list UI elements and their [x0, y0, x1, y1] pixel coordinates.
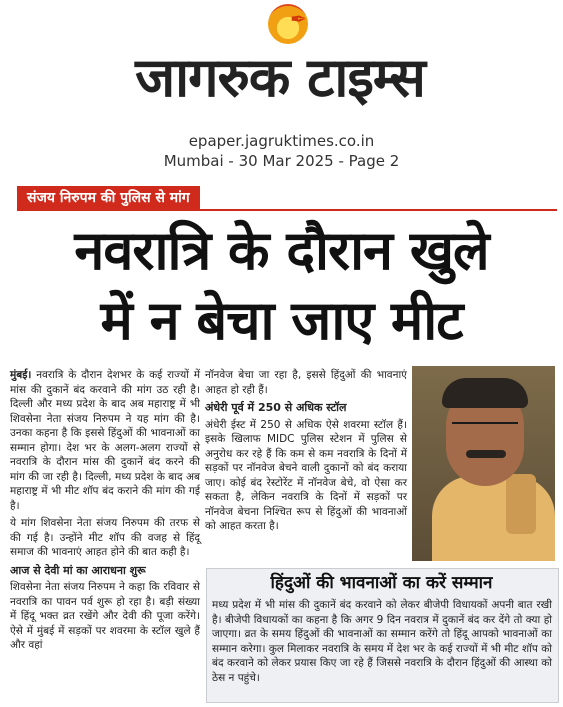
sidebar-box-text: मध्य प्रदेश में भी मांस की दुकानें बंद करवाने को लेकर बीजेपी विधायकों अपनी बात रखी है। बीजेपी विधायकों का कहना है कि अगर 9 दिन नवरात्र में दुकानें बंद कर देंगे तो क्या हो जाएगा। व्रत के समय हिंदुओं की भावनाओं का सम्मान करेंगे तो हिंदू आपको भावनाओं का सम्मान करेगा। कुल मिलाकर नवरात्रि के समय में देश भर के कई राज्यों में भी मीट शॉप को बंद करवाने को लेकर प्रयास किए जा रहे हैं जिससे नवरात्रि के दौरान हिंदुओं की आस्था को ठेस न पहुंचे। [212, 599, 552, 684]
microphone-icon [506, 474, 536, 534]
section-tag: संजय निरुपम की पुलिस से मांग [17, 186, 200, 210]
article-paragraph [10, 368, 200, 513]
article-subhead: अंधेरी पूर्व में 250 से अधिक स्टॉल [205, 401, 347, 414]
article-column-1 [10, 368, 200, 656]
masthead [0, 0, 563, 130]
article-paragraph: ये मांग शिवसेना नेता संजय निरुपम की तरफ से की गई है। उन्होंने मीट शॉप की वजह से हिंदू समाज की भावनाएं आहत होने की बात कही है। [10, 517, 200, 558]
section-divider [17, 209, 557, 211]
epaper-url[interactable]: epaper.jagruktimes.co.in [188, 132, 375, 150]
page-dateline: Mumbai - 30 Mar 2025 - Page 2 [163, 152, 400, 170]
photo-hair [442, 378, 528, 408]
article-dateline: मुंबई। [10, 369, 32, 381]
photo-glasses [452, 422, 518, 438]
sidebar-box-title: हिंदुओं की भावनाओं का करें सम्मान [270, 573, 493, 593]
headline-line-2: में न बेचा जाए मीट [100, 289, 463, 352]
portrait-photo [412, 366, 555, 561]
headline-line-1: नवरात्रि के दौरान खुले [74, 219, 489, 282]
article-text: नवरात्रि के दौरान देशभर के कई राज्यों में मांस की दुकानें बंद करवाने की मांग उठ रही है। दिल्ली और मध्य प्रदेश के बाद अब महाराष्ट्र में भी शिवसेना नेता संजय निरुपम ने यह मांग की है। उनका कहना है कि इससे हिंदुओं की भावनाओं का सम्मान होगा। देश भर के अलग-अलग राज्यों से नवरात्रि के दौरान मांस की दुकानें बंद करने की मांग की जा रही है। दिल्ली, मध्य प्रदेश के बाद अब महाराष्ट्र में भी मीट शॉप बंद कराने की मांग की गई है। [10, 369, 201, 512]
photo-mustache [466, 450, 506, 458]
article-paragraph: अंधेरी ईस्ट में 250 से अधिक ऐसे शवरमा स्टॉल हैं। इसके खिलाफ MIDC पुलिस स्टेशन में पुलिस से अनुरोध कर रहे हैं कि कम से कम नवरात्रि के दिनों में सड़कों पर नॉनवेज बेचने वाली दुकानों को बंद कराया जाए। कोई बंद रेस्टोरेंट में नॉनवेज बेचे, वो ऐसा कर सकता है, लेकिन नवरात्रि के दिनों में सड़कों पर नॉनवेज बेचना निश्चित रूप से हिंदुओं की भावनाओं को आहत करता है। [205, 418, 407, 532]
article-column-2 [205, 368, 407, 537]
article-paragraph: नॉनवेज बेचा जा रहा है, इससे हिंदुओं की भावनाएं आहत हो रही हैं। [205, 369, 407, 396]
article-paragraph: शिवसेना नेता संजय निरुपम ने कहा कि रविवार से नवरात्रि का पावन पर्व शुरू हो रहा है। बड़ी संख्या में हिंदू भक्त व्रत रखेंगे और देवी की पूजा करेंगे। ऐसे में मुंबई में सड़कों पर शवरमा के स्टॉल खुले हैं और वहां [10, 581, 200, 651]
quill-icon: ✒ [290, 7, 307, 31]
brand-name: जागरुक टाइम्स [135, 46, 425, 109]
article-subhead: आज से देवी मां का आराधना शुरू [10, 563, 146, 577]
photo-shirt [432, 476, 555, 561]
